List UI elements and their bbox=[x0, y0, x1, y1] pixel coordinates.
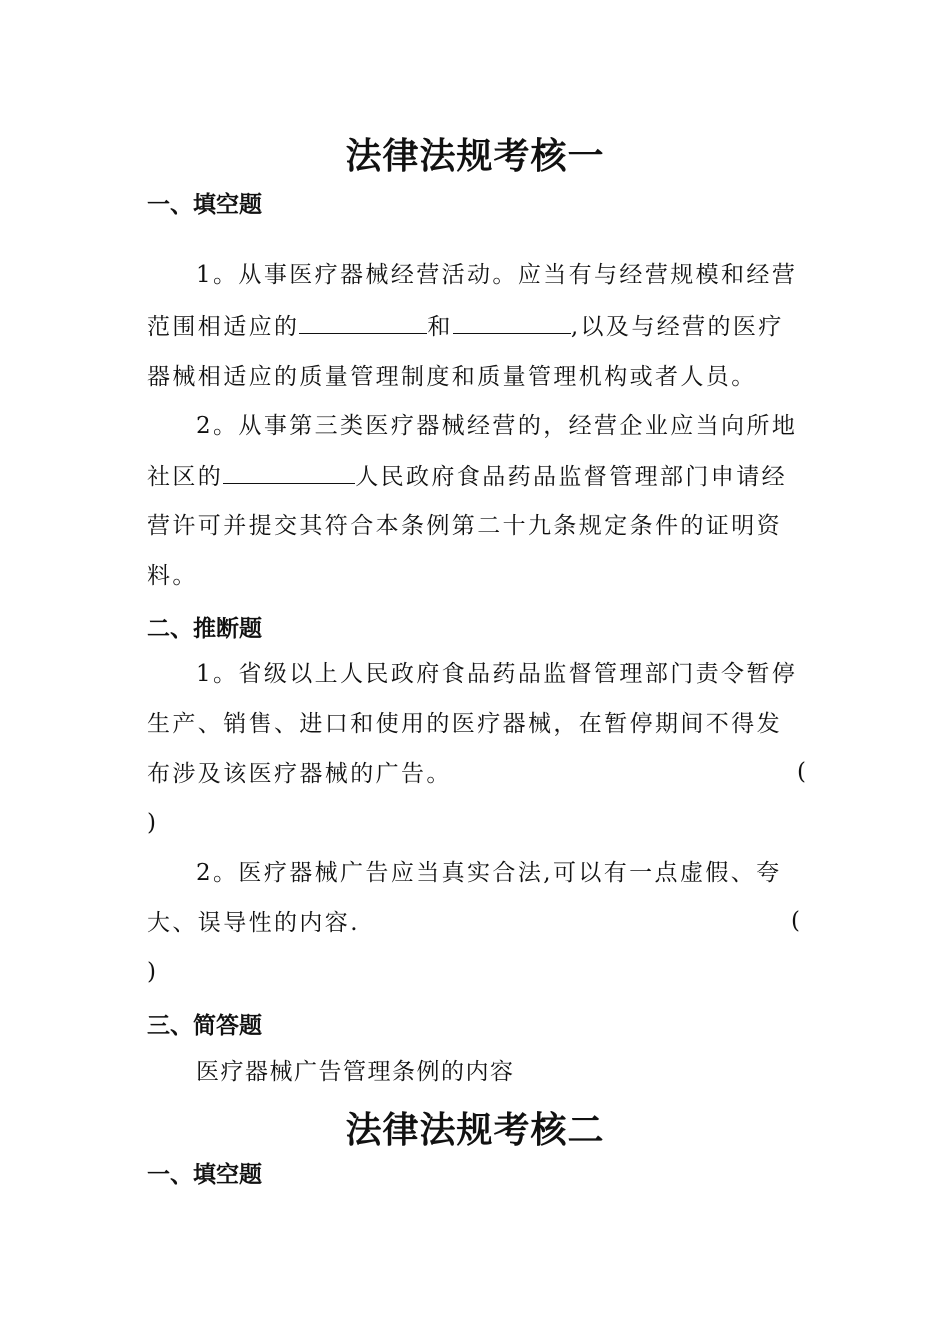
exam1-section2-heading: 二、推断题 bbox=[147, 616, 262, 642]
exam1-judge-q1-line1: 1。省级以上人民政府食品药品监督管理部门责令暂停 bbox=[196, 661, 798, 687]
exam1-judge-q1-line3: 布涉及该医疗器械的广告。 bbox=[147, 761, 452, 787]
fill-blank-2 bbox=[453, 311, 571, 334]
exam2-title: 法律法规考核二 bbox=[345, 1109, 605, 1151]
judge-q1-close-paren: ) bbox=[147, 810, 159, 836]
fill-q1-text-b: 和 bbox=[427, 314, 453, 340]
judge-q2-open-paren: ( bbox=[791, 908, 800, 934]
exam1-judge-q2-line1: 2。医疗器械广告应当真实合法,可以有一点虚假、夸 bbox=[196, 860, 782, 886]
exam1-fill-q1-line3: 器械相适应的质量管理制度和质量管理机构或者人员。 bbox=[147, 364, 757, 390]
exam1-fill-q2-line1: 2。从事第三类医疗器械经营的，经营企业应当向所地 bbox=[196, 413, 798, 439]
exam1-judge-q2-line2: 大、误导性的内容. bbox=[147, 910, 360, 936]
exam1-fill-q2-line3: 营许可并提交其符合本条例第二十九条规定条件的证明资 bbox=[147, 513, 782, 539]
fill-q1-text-a: 范围相适应的 bbox=[147, 314, 300, 340]
judge-q2-close-paren: ) bbox=[147, 959, 159, 985]
exam1-fill-q1-line1: 1。从事医疗器械经营活动。应当有与经营规模和经营 bbox=[196, 262, 798, 288]
exam1-title: 法律法规考核一 bbox=[345, 135, 605, 177]
exam1-section3-heading: 三、简答题 bbox=[147, 1013, 262, 1039]
exam1-fill-q1-line2 bbox=[147, 311, 807, 342]
fill-blank-1 bbox=[299, 311, 427, 334]
exam2-section1-heading: 一、填空题 bbox=[147, 1162, 262, 1188]
exam1-fill-q2-line2 bbox=[147, 461, 807, 492]
judge-q1-open-paren: ( bbox=[797, 759, 806, 785]
exam1-fill-q2-line4: 料。 bbox=[147, 563, 198, 589]
exam1-judge-q1-line2: 生产、销售、进口和使用的医疗器械，在暂停期间不得发 bbox=[147, 711, 782, 737]
fill-q2-text-a: 社区的 bbox=[147, 464, 224, 490]
exam1-section1-heading: 一、填空题 bbox=[147, 192, 262, 218]
fill-q2-text-b: 人民政府食品药品监督管理部门申请经 bbox=[355, 464, 788, 490]
fill-blank-3 bbox=[223, 461, 355, 484]
fill-q1-text-c: ,以及与经营的医疗 bbox=[570, 314, 784, 340]
exam1-short-answer-q1: 医疗器械广告管理条例的内容 bbox=[196, 1059, 515, 1085]
